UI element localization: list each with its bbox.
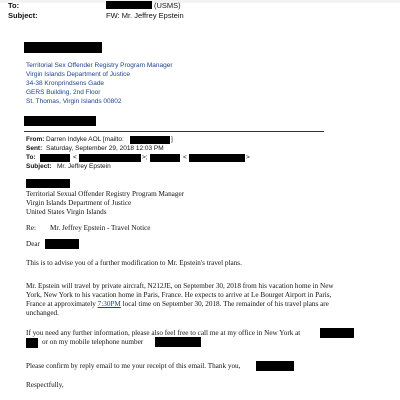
- letter-para-2-line-1: Mr. Epstein will travel by private aircraft, N212JE, on September 30, 2018 from his vacation home in New: [26, 282, 334, 290]
- letter-para-2-line-3: [26, 301, 329, 308]
- letter-para-2-line-4: unchanged.: [26, 309, 59, 317]
- redacted-to-name-2: [150, 154, 180, 162]
- redacted-thanks-name: [256, 361, 294, 371]
- letter-addr-dept: Virgin Islands Department of Justice: [26, 199, 132, 207]
- fwd-to-label: To:: [26, 154, 36, 161]
- to-label: To:: [8, 1, 20, 10]
- page-top-edge: [0, 0, 400, 3]
- fwd-from-value: Darren Indyke AOL [mailto:: [46, 136, 124, 143]
- subject-value: FW: Mr. Jeffrey Epstein: [106, 11, 184, 20]
- fwd-to-sep-4: >: [246, 154, 250, 161]
- arrival-time-link[interactable]: 7:30PM: [97, 300, 121, 308]
- letter-para-2-line-2: York, New York to his vacation home in Paris, France. He expects to arrive at Le Bourget Airport in Paris,: [26, 291, 332, 299]
- redacted-name: [24, 42, 102, 53]
- fwd-from-close: ]: [171, 136, 173, 143]
- letter-para-3-line-1: If you need any further information, please also feel free to call me at my office in New York at: [26, 329, 301, 337]
- fwd-to-sep-1: <: [73, 154, 77, 161]
- letter-closing: Respectfully,: [26, 381, 64, 389]
- fwd-subject-value: Mr. Jeffrey Epstein: [57, 163, 111, 170]
- letter-re-label: Re:: [26, 224, 36, 232]
- redacted-to-email-2: [189, 154, 245, 162]
- letter-para-4: Please confirm by reply email to me your receipt of this email. Thank you,: [26, 362, 241, 370]
- redacted-recipient: [106, 1, 152, 9]
- letter-re-value: Mr. Jeffrey Epstein - Travel Notice: [50, 224, 151, 232]
- letter-para-3-line-2: or on my mobile telephone number: [42, 338, 144, 346]
- redacted-email: [130, 136, 170, 144]
- divider-line: [24, 131, 324, 132]
- letter-salutation: Dear: [26, 240, 40, 248]
- sig-line-street: 34-38 Kronprindsens Gade: [26, 80, 105, 87]
- fwd-sent-label: Sent:: [26, 145, 43, 152]
- letter-addr-title: Territorial Sexual Offender Registry Program Manager: [26, 190, 185, 198]
- redacted-salutation-name: [45, 239, 79, 249]
- letter-addr-region: United States Virgin Islands: [26, 208, 107, 216]
- sig-line-city: St. Thomas, Virgin Islands 00802: [26, 98, 122, 105]
- fwd-to-sep-2: >;: [142, 154, 148, 161]
- redacted-office-phone: [320, 328, 354, 338]
- redacted-addressee: [26, 179, 70, 188]
- redacted-to-name-1: [40, 154, 70, 162]
- redacted-mobile-phone: [155, 337, 201, 347]
- redacted-phone-fragment: [26, 338, 38, 348]
- sig-line-building: GERS Building, 2nd Floor: [26, 89, 101, 96]
- redacted-to-email-1: [79, 154, 141, 162]
- subject-label: Subject:: [8, 11, 38, 20]
- fwd-subject-label: Subject:: [26, 163, 52, 170]
- para-2-line-3-end: local time on September 30, 2018. The remainder of his travel plans are: [120, 300, 329, 308]
- fwd-to-sep-3: <: [183, 154, 187, 161]
- redacted-block: [24, 116, 96, 126]
- sig-line-title: Territorial Sex Offender Registry Program Manager: [26, 62, 173, 69]
- fwd-from-label: From:: [26, 136, 45, 143]
- sig-line-dept: Virgin Islands Department of Justice: [26, 71, 130, 78]
- to-suffix: (USMS): [154, 1, 181, 10]
- para-2-line-3-start: France at approximately: [26, 300, 98, 308]
- letter-para-1: This is to advise you of a further modification to Mr. Epstein's travel plans.: [26, 259, 242, 267]
- fwd-sent-value: Saturday, September 29, 2018 12:03 PM: [46, 145, 164, 152]
